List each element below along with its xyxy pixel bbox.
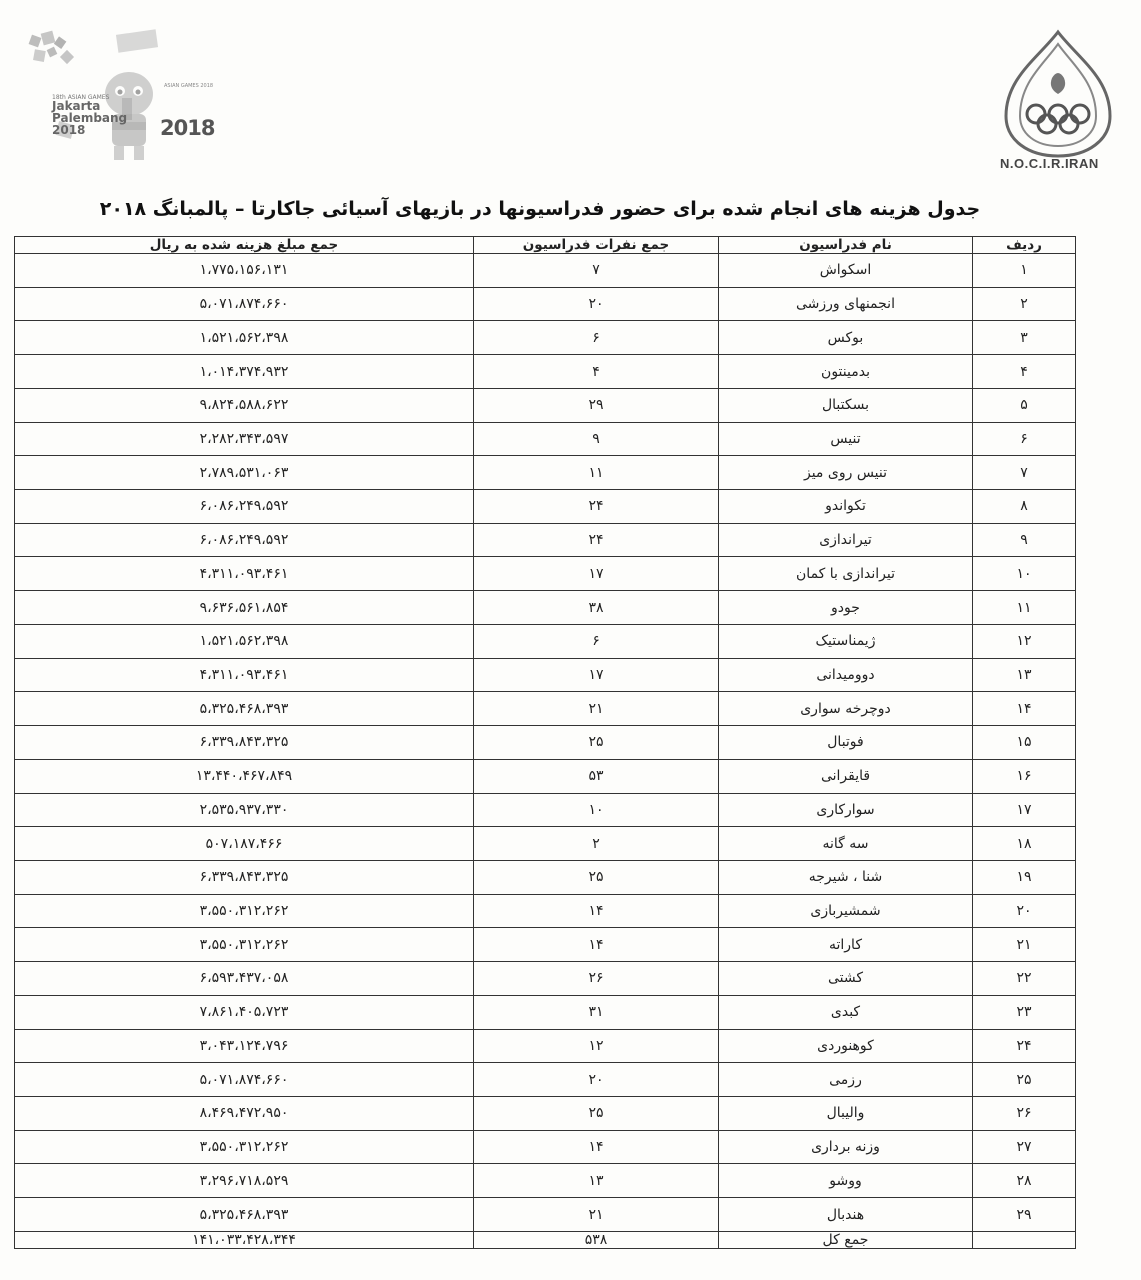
total-amount-cell: ۳،۵۵۰،۳۱۲،۲۶۲ (15, 1130, 474, 1164)
table-row (15, 1164, 1076, 1198)
table-row (15, 894, 1076, 928)
total-amount-cell: ۶،۳۳۹،۸۴۳،۳۲۵ (15, 726, 474, 760)
federation-cost-table (14, 236, 1076, 1249)
table-row (15, 523, 1076, 557)
total-amount-cell: ۲،۲۸۲،۳۴۳،۵۹۷ (15, 422, 474, 456)
asian-games-side-text: ASIAN GAMES 2018 (164, 83, 214, 89)
total-amount-cell: ۱،۵۲۱،۵۶۲،۳۹۸ (15, 321, 474, 355)
header-member-count: جمع نفرات فدراسیون (474, 237, 719, 254)
total-empty-cell (973, 1232, 1076, 1249)
federation-name-cell: تکواندو (719, 490, 973, 524)
row-number-cell: ۱۶ (973, 759, 1076, 793)
row-number-cell: ۲۷ (973, 1130, 1076, 1164)
member-count-cell: ۶ (474, 624, 719, 658)
total-amount-cell: ۵،۰۷۱،۸۷۴،۶۶۰ (15, 287, 474, 321)
row-number-cell: ۱ (973, 254, 1076, 288)
table-row (15, 1198, 1076, 1232)
total-amount-cell: ۷،۸۶۱،۴۰۵،۷۲۳ (15, 995, 474, 1029)
asian-games-city-2: Palembang (52, 111, 128, 125)
member-count-cell: ۲ (474, 827, 719, 861)
total-amount-cell: ۶،۵۹۳،۴۳۷،۰۵۸ (15, 962, 474, 996)
table-row (15, 995, 1076, 1029)
total-amount-cell: ۵،۰۷۱،۸۷۴،۶۶۰ (15, 1063, 474, 1097)
member-count-cell: ۲۶ (474, 962, 719, 996)
member-count-cell: ۱۴ (474, 894, 719, 928)
table-row (15, 759, 1076, 793)
federation-name-cell: والیبال (719, 1096, 973, 1130)
member-count-cell: ۹ (474, 422, 719, 456)
row-number-cell: ۳ (973, 321, 1076, 355)
row-number-cell: ۱۵ (973, 726, 1076, 760)
table-row (15, 591, 1076, 625)
federation-name-cell: تنیس روی میز (719, 456, 973, 490)
member-count-cell: ۳۱ (474, 995, 719, 1029)
row-number-cell: ۸ (973, 490, 1076, 524)
asian-games-year: 2018 (52, 123, 86, 137)
member-count-cell: ۲۱ (474, 1198, 719, 1232)
table-header-row (15, 237, 1076, 254)
table-row (15, 456, 1076, 490)
row-number-cell: ۲۲ (973, 962, 1076, 996)
total-amount-cell: ۳،۵۵۰،۳۱۲،۲۶۲ (15, 928, 474, 962)
row-number-cell: ۱۷ (973, 793, 1076, 827)
total-amount-cell: ۴،۳۱۱،۰۹۳،۴۶۱ (15, 658, 474, 692)
federation-name-cell: تنیس (719, 422, 973, 456)
table-row (15, 860, 1076, 894)
header-federation-name: نام فدراسیون (719, 237, 973, 254)
federation-name-cell: وزنه برداری (719, 1130, 973, 1164)
row-number-cell: ۱۴ (973, 692, 1076, 726)
header-total-amount: جمع مبلغ هزینه شده به ریال (15, 237, 474, 254)
document-title: جدول هزینه های انجام شده برای حضور فدراسیونها در بازیهای آسیائی جاکارتا – پالمبانگ ۲۰۱۸ (99, 198, 981, 220)
total-amount-cell: ۶،۰۸۶،۲۴۹،۵۹۲ (15, 523, 474, 557)
total-amount-cell: ۵،۳۲۵،۴۶۸،۳۹۳ (15, 1198, 474, 1232)
member-count-cell: ۱۳ (474, 1164, 719, 1198)
row-number-cell: ۱۳ (973, 658, 1076, 692)
federation-name-cell: فوتبال (719, 726, 973, 760)
table-row (15, 287, 1076, 321)
total-amount-cell: ۱،۷۷۵،۱۵۶،۱۳۱ (15, 254, 474, 288)
member-count-cell: ۲۵ (474, 1096, 719, 1130)
federation-name-cell: بسکتبال (719, 388, 973, 422)
federation-name-cell: ووشو (719, 1164, 973, 1198)
member-count-cell: ۱۲ (474, 1029, 719, 1063)
table-row (15, 928, 1076, 962)
member-count-cell: ۲۴ (474, 490, 719, 524)
noc-iran-caption: N.O.C.I.R.IRAN (1000, 156, 1099, 171)
row-number-cell: ۲۹ (973, 1198, 1076, 1232)
member-count-cell: ۶ (474, 321, 719, 355)
table-row (15, 1029, 1076, 1063)
member-count-cell: ۵۳ (474, 759, 719, 793)
federation-name-cell: شمشیربازی (719, 894, 973, 928)
federation-name-cell: قایقرانی (719, 759, 973, 793)
table-row (15, 827, 1076, 861)
federation-name-cell: بوکس (719, 321, 973, 355)
total-amount-cell: ۹،۶۳۶،۵۶۱،۸۵۴ (15, 591, 474, 625)
row-number-cell: ۶ (973, 422, 1076, 456)
member-count-cell: ۲۹ (474, 388, 719, 422)
row-number-cell: ۱۲ (973, 624, 1076, 658)
asian-games-logo (22, 28, 215, 148)
total-amount-cell: ۶،۳۳۹،۸۴۳،۳۲۵ (15, 860, 474, 894)
row-number-cell: ۲۰ (973, 894, 1076, 928)
noc-iran-logo-icon (998, 28, 1118, 158)
table-row (15, 422, 1076, 456)
asian-games-emblem-year: 2018 (160, 116, 215, 140)
row-number-cell: ۱۰ (973, 557, 1076, 591)
total-amount-cell: ۵۰۷،۱۸۷،۴۶۶ (15, 827, 474, 861)
table-row (15, 557, 1076, 591)
row-number-cell: ۴ (973, 355, 1076, 389)
federation-name-cell: شنا ، شیرجه (719, 860, 973, 894)
row-number-cell: ۲۳ (973, 995, 1076, 1029)
federation-name-cell: کوهنوردی (719, 1029, 973, 1063)
row-number-cell: ۷ (973, 456, 1076, 490)
table-row (15, 793, 1076, 827)
federation-name-cell: هندبال (719, 1198, 973, 1232)
member-count-cell: ۲۱ (474, 692, 719, 726)
row-number-cell: ۱۸ (973, 827, 1076, 861)
federation-name-cell: کاراته (719, 928, 973, 962)
federation-name-cell: ژیمناستیک (719, 624, 973, 658)
total-amount-cell: ۲،۷۸۹،۵۳۱،۰۶۳ (15, 456, 474, 490)
federation-name-cell: بدمینتون (719, 355, 973, 389)
member-count-cell: ۱۰ (474, 793, 719, 827)
federation-name-cell: رزمی (719, 1063, 973, 1097)
member-count-cell: ۲۵ (474, 860, 719, 894)
member-count-cell: ۱۴ (474, 928, 719, 962)
row-number-cell: ۲۶ (973, 1096, 1076, 1130)
federation-name-cell: دوومیدانی (719, 658, 973, 692)
member-count-cell: ۱۷ (474, 557, 719, 591)
member-count-cell: ۷ (474, 254, 719, 288)
federation-name-cell: تیراندازی (719, 523, 973, 557)
table-row (15, 388, 1076, 422)
total-amount-cell: ۹،۸۲۴،۵۸۸،۶۲۲ (15, 388, 474, 422)
table-row (15, 658, 1076, 692)
total-count: ۵۳۸ (474, 1232, 719, 1249)
row-number-cell: ۱۱ (973, 591, 1076, 625)
federation-name-cell: تیراندازی با کمان (719, 557, 973, 591)
asian-games-city-1: Jakarta (52, 99, 101, 113)
row-number-cell: ۱۹ (973, 860, 1076, 894)
federation-name-cell: انجمنهای ورزشی (719, 287, 973, 321)
member-count-cell: ۱۷ (474, 658, 719, 692)
row-number-cell: ۲۸ (973, 1164, 1076, 1198)
total-amount-cell: ۸،۴۶۹،۴۷۲،۹۵۰ (15, 1096, 474, 1130)
federation-name-cell: جودو (719, 591, 973, 625)
total-amount-cell: ۲،۵۳۵،۹۳۷،۳۳۰ (15, 793, 474, 827)
member-count-cell: ۲۰ (474, 287, 719, 321)
table-row (15, 962, 1076, 996)
total-amount-cell: ۳،۵۵۰،۳۱۲،۲۶۲ (15, 894, 474, 928)
total-amount-cell: ۴،۳۱۱،۰۹۳،۴۶۱ (15, 557, 474, 591)
total-amount-cell: ۳،۲۹۶،۷۱۸،۵۲۹ (15, 1164, 474, 1198)
total-amount-cell: ۳،۰۴۳،۱۲۴،۷۹۶ (15, 1029, 474, 1063)
row-number-cell: ۲۱ (973, 928, 1076, 962)
table-row (15, 355, 1076, 389)
member-count-cell: ۲۵ (474, 726, 719, 760)
total-amount-cell: ۶،۰۸۶،۲۴۹،۵۹۲ (15, 490, 474, 524)
total-amount-cell: ۵،۳۲۵،۴۶۸،۳۹۳ (15, 692, 474, 726)
row-number-cell: ۲ (973, 287, 1076, 321)
federation-name-cell: اسکواش (719, 254, 973, 288)
table-row (15, 726, 1076, 760)
table-total-row (15, 1232, 1076, 1249)
member-count-cell: ۲۴ (474, 523, 719, 557)
total-amount-cell: ۱،۵۲۱،۵۶۲،۳۹۸ (15, 624, 474, 658)
table-row (15, 692, 1076, 726)
member-count-cell: ۲۰ (474, 1063, 719, 1097)
table-row (15, 254, 1076, 288)
federation-name-cell: کبدی (719, 995, 973, 1029)
row-number-cell: ۵ (973, 388, 1076, 422)
table-row (15, 321, 1076, 355)
table-row (15, 1063, 1076, 1097)
row-number-cell: ۲۴ (973, 1029, 1076, 1063)
asian-games-small-text: 18th ASIAN GAMES (52, 94, 110, 101)
member-count-cell: ۳۸ (474, 591, 719, 625)
table-row (15, 490, 1076, 524)
federation-name-cell: سه گانه (719, 827, 973, 861)
total-amount-cell: ۱۳،۴۴۰،۴۶۷،۸۴۹ (15, 759, 474, 793)
table-row (15, 1096, 1076, 1130)
member-count-cell: ۱۱ (474, 456, 719, 490)
row-number-cell: ۲۵ (973, 1063, 1076, 1097)
header-row-number: ردیف (973, 237, 1076, 254)
total-amount-cell: ۱،۰۱۴،۳۷۴،۹۳۲ (15, 355, 474, 389)
member-count-cell: ۱۴ (474, 1130, 719, 1164)
total-label: جمع کل (719, 1232, 973, 1249)
federation-name-cell: سوارکاری (719, 793, 973, 827)
member-count-cell: ۴ (474, 355, 719, 389)
table-row (15, 1130, 1076, 1164)
total-amount: ۱۴۱،۰۳۳،۴۲۸،۳۴۴ (15, 1232, 474, 1249)
federation-name-cell: دوچرخه سواری (719, 692, 973, 726)
row-number-cell: ۹ (973, 523, 1076, 557)
federation-name-cell: کشتی (719, 962, 973, 996)
table-row (15, 624, 1076, 658)
